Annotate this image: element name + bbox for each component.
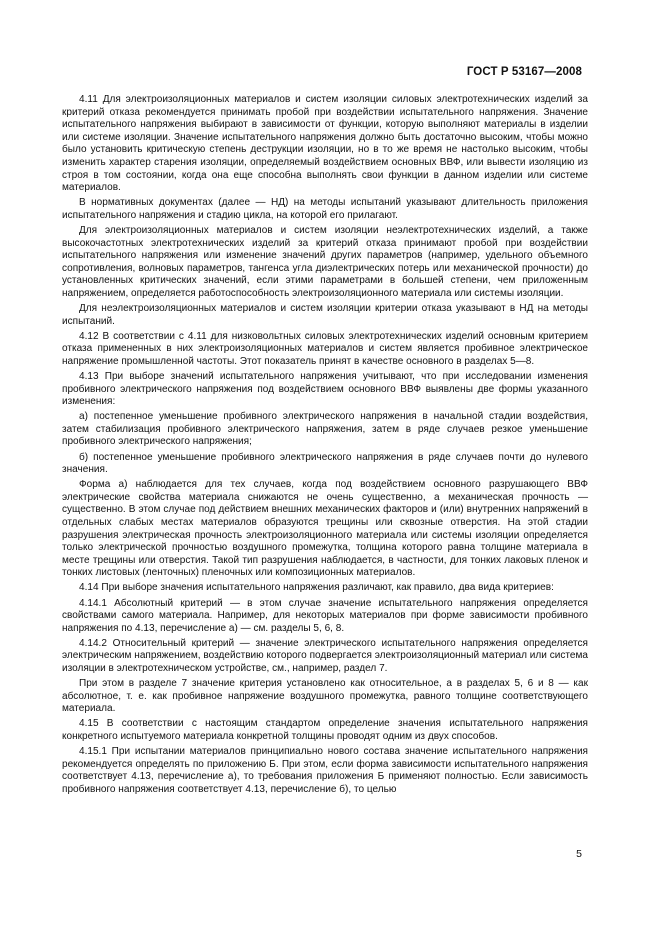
paragraph-non-insulating: Для неэлектроизоляционных материалов и систем изоляции критерии отказа указывают в НД на методы испытаний. (62, 303, 588, 327)
paragraph-form-a: Форма а) наблюдается для тех случаев, когда под воздействием основного разрушающего ВВФ электрические свойства материала снижаются не очень существенно, а механическая прочность — существенно. В этом случае под действием внешних механических факторов и (или) внутренних напряжений в отдельных слабых местах материалов образуются трещины или сквозные отверстия. На этой стадии разрушения электрическая прочность электроизоляционного материала или системы изоляции определяется только электрической прочностью воздушного промежутка, толщина которого равна толщине материала в месте трещины или отверстия. Такой тип разрушения наблюдается, в частности, для тонких лаковых пленок и тонких листовых (ленточных) пленочных или композиционных материалов. (62, 479, 588, 579)
list-item-a: а) постепенное уменьшение пробивного электрического напряжения в начальной стадии воздействия, затем стабилизация пробивного электрического напряжения, затем в ряде случаев резкое уменьшение пробивного электрического напряжения; (62, 411, 588, 448)
paragraph-4-15: 4.15 В соответствии с настоящим стандартом определение значения испытательного напряжения конкретного испытуемого материала конкретной толщины проводят одним из двух способов. (62, 718, 588, 742)
paragraph-nd-duration: В нормативных документах (далее — НД) на методы испытаний указывают длительность приложения испытательного напряжения и стадию цикла, на которой его прилагают. (62, 197, 588, 221)
list-item-b: б) постепенное уменьшение пробивного электрического напряжения в ряде случаев почти до нулевого значения. (62, 451, 588, 476)
paragraph-4-14-1: 4.14.1 Абсолютный критерий — в этом случае значение испытательного напряжения определяется свойствами самого материала. Например, для некоторых материалов при форме зависимости пробивного напряжения по 4.13, перечисление а) — см. разделы 5, 6, 8. (62, 597, 588, 634)
paragraph-4-13: 4.13 При выборе значений испытательного напряжения учитывают, что при исследовании изменения пробивного электрического напряжения под воздействием основного ВВФ выявлены две формы указанного изменения: (62, 370, 588, 408)
paragraph-4-14-2: 4.14.2 Относительный критерий — значение электрического испытательного напряжения определяется электрическим напряжением, воздействию которого подвергается электроизоляционный материал или система изоляции в электротехническом устройстве, см., например, раздел 7. (62, 637, 588, 675)
paragraph-non-electrotechnical: Для электроизоляционных материалов и систем изоляции неэлектротехнических изделий, а также высокочастотных электротехнических изделий за критерий отказа принимают пробой при воздействии испытательного напряжения или изменение значений других параметров (например, удельного объемного сопротивления, волновых параметров, тангенса угла диэлектрических потерь или механической прочности) до установленных критических значений, если этими параметрами в большей степени, чем приложенным напряжением, определяется работоспособность электроизоляционного материала или системы изоляции. (62, 224, 588, 299)
paragraph-4-15-1: 4.15.1 При испытании материалов принципиально нового состава значение испытательного напряжения рекомендуется определять по приложению Б. При этом, если форма зависимости испытательного напряжения соответствует 4.13, перечисление а), то требования приложения Б применяют полностью. Если зависимость пробивного напряжения соответствует 4.13, перечисление б), то целью (62, 746, 588, 795)
paragraph-4-12: 4.12 В соответствии с 4.11 для низковольтных силовых электротехнических изделий основным критерием отказа примененных в них электроизоляционных материалов и систем является пробивное электрическое напряжение промышленной частоты. Этот показатель принят в качестве основного в разделах 5—8. (62, 330, 588, 367)
paragraph-section-7-note: При этом в разделе 7 значение критерия установлено как относительное, а в разделах 5, 6 и 8 — как абсолютное, т. е. как пробивное напряжение воздушного промежутка, равного толщине соответствующего материала. (62, 678, 588, 715)
document-body (62, 94, 588, 799)
page-number: 5 (576, 848, 582, 860)
document-id-header: ГОСТ Р 53167—2008 (466, 66, 582, 78)
paragraph-4-14: 4.14 При выборе значения испытательного напряжения различают, как правило, два вида критериев: (79, 582, 554, 594)
paragraph-4-11: 4.11 Для электроизоляционных материалов и систем изоляции силовых электротехнических изделий за критерий отказа рекомендуется принимать пробой при воздействии испытательного напряжения. Значение испытательного напряжения выбирают в зависимости от функции, которую выполняют материалы в изделии или системе изоляции. Значение испытательного напряжения должно быть достаточно высоким, чтобы можно было установить критическую степень деструкции изоляции, но в то же время не настолько высоким, чтобы изменить характер старения изоляции, определяемый воздействием основных ВВФ, или вывести изоляцию из строя в том состоянии, когда она еще способна выполнять свои функции в данном изделии или системе материалов. (62, 94, 588, 194)
